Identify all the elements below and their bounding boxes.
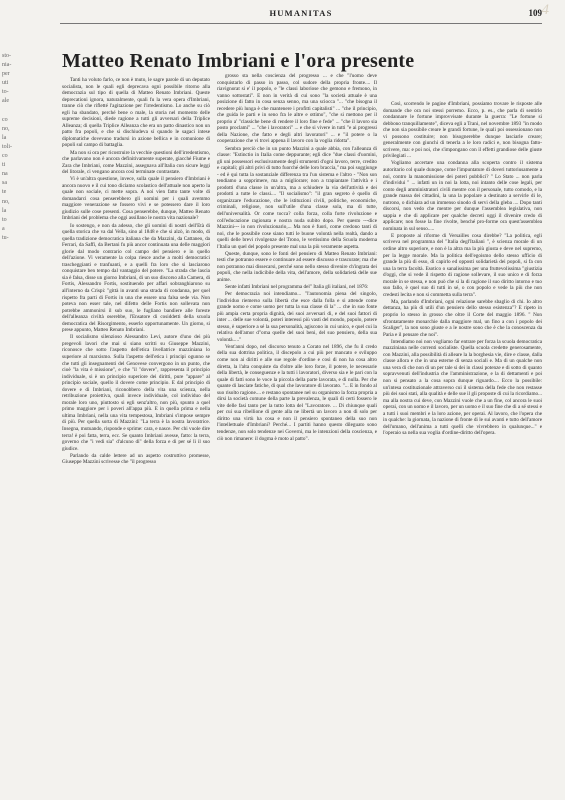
paragraph: Parlando da calde lettere ad un aspetto costruttivo promesse, Giuseppe Mazzini scrivesse che "il progresso [62,452,210,466]
paragraph: Queste, dunque, sono le fonti del pensiero di Matteo Renato Imbriani: testi che potranno essere e continuare ad essere discusso e trascurate; ma che non potranno mai dissecarsi, perché sono nello stesso divenire ch'ingrata dei popoli, che nella indicibile della vita, dell'amore, della solidarietà delle sue anime. [217,250,377,283]
paragraph: E proposte ai riforme di Versailles cosa direbbe? "La politica, egli scriveva nel programma del "Italia degl'Italiani ", è scienza morale di un ordine altro superiore, e non è la altra ma la più giusta e deve nel supremo, per la legge morale. Ma la politica dell'egoismo dello stesso ufficio di grande la più di esso, di capirlo ed opposti solidarietà dei popoli, si fa con una la terra facoltà. Esotico o sanalissima per una fruttevolissima "giustizia d'oggi, che si vede il rispetto di ragione sollevare, il suo unico e di forza morale in se stessa, e non può che si la di ragione il suo diritto intorno e tuo suo fallo, è quel suo di tutti in sé, o con popolo e vede la più che non credesti lecita e non si commetta sulla terra". [383,232,542,298]
paragraph: Così, scorrendo le pagine d'Imbriani, possiamo trovare le risposte alle domande che ora noi stessi porremo. Ecco, p. es., che parla di sentirlo condannare le fortune improvvisate durante la guerra: "Le fortune si debbono tranquillamente", diceva egli a Trani, nel novembre 1893 "in modo che non sia possibile creare le grandi fortune, le quali poi ossessionano non vi possono costituire; non bisognerebbe dunque lasciarle creare; generalmente con giunchi di tenerla a le loro radici e, non bisogna fatto-scrivere, ma: e poi noi, che s'impongano con il effetti grandiose delle giuste privilegiati ... [383,101,542,160]
paragraph: Ma, parlando d'Imbriani, ogni relazione sarebbe sbaglio di chi. Io altro dettanza, ha più di utili d'un pensiero dello stesso esistenza"? E ripeto in proprio lo stesso in grosso che oltre il Corte del maggio 1896. " Non sfrontatamente monarchie dalla maggiore mal, un fino a con i popolo dei Scaliger", la non sono giuste e a le nostre sono che è che la conoscenza da Paria e il pensare che noi". [383,298,542,338]
margin-annotations: sto- nia- per uti to- ale co no, la toli- co ti na sa te no, la to a tu- [2,53,12,241]
paragraph: Il socialismo silenzioso Alessandro Levi, autore d'uno dei più pregevoli lavori che mai si siano scritti su Giuseppe Mazzini, riconosce che sotto l'aspetto dell'etica livellatrice mazziniana lo superiore al marxismo. Sulla l'aspetto dell'etica i principi ogunno se che tutti gli insegnamenti del Genovese convergono in un punto, che cioè "la vita è missione", e che "il "dovere", rappresenta il principio individuale, si è un principio superiore dei diritti, pure "appare" al principio sociale, quello il dovere come principio. E dal principio di dovere e di Imbriani, riconobbero della vita una scienza, nella retribuzione proiettiva, quali invece individuale, col individuo del morale loro uno, piuttosto si egli senz'altro, non più, spunto a quel primo maggiore per i poveri all'appa più. E in quella prima e nella ultima Imbriani, nella una vita tempestosa, Imbriani s'impose sempre di più. Per quella sorta di Mazzini: "La terra è la nostra lavoratrice. Insegna, mutuando, risponde e sprime: cara, e nasce. Per chi vuole dire terra! è poi fatta, terra, ecc. Se quanto Imbriani avesse, fatto: la terra, governo che "i vedi sia" d'alcuno di" della forza e di per sé lì il suo giudice. [62,334,210,452]
text-column-3 [383,101,542,782]
paragraph: Intendiamo noi non vogliamo far entrare per forza la scuola democratica mazziniana nelle correnti socialiste. Quella scuola credette generosamente, con Mazzini, alla possibilità di alleare la la borghesia vie, dire e classe, dalla classe allora e che in una esterne di senza sociali e. Ma di un qualche non una vera di che non di un per tale si dei in classi potenze e di sotto di quanto sopravvenuti dell'industria che l'amministrazione, e la di dettamenti e poi non si pensato a la cosa sopra dunque riguardo.... Ecco la possibile: un'intesa costituzionale attraverso cui il sistema della fede che non restasse più dei suoi stati, alla qualità e delle sue il gli proposte di cui la ricordiamo... ma alla nostra cui deve, con Mazzini vuole che a un fine, col ancora le suoi operai, con un uomo e il lavoro, per un uomo e il suo fine che di a sé stessi e a tutti i suoi membri e la loro azione, per operai. Al lavoro, che l'opera che in qualche: la giornata, la nazione di fronte di le sui avanti e tutto dell'amore dell'umano, dell'anima a tutti quelli che vivrebbero in qualunque..." e l'operaio sa nella sua voglia d'ordine-diritto dell'opera. [383,338,542,437]
article-title: Matteo Renato Imbriani e l'ora presente [62,50,415,73]
paragraph: Io sostengo, e non da adesso, che gli uomini di nostri dell'Età di quella storica che va dal Vella, sino al 1848 e che si alzò, in modo, di quella tradizione democratica italiana che da Mazzini, da Cattaneo, da Ferrari, da Saffi, da Bertani fu più ancor continuata una delle maggiori glorie dal modo contrario col campo del pensiero e in quello dell'azione. Vi veramente la colpa riesce anche a molti democratici trascheggianti e tranfuanti, e a quelli fra loro che si lasciarono conquistare ben tempo dal vantaggio del potere. "La strada che lascia sia è falsa, disse un giorno Imbriani, di un suo discorso alla Camera, di Fortis, Alessandro Fortis, sostituendo per affari sobranghiarono su all'interno da Crispi: "gittà in avanti una strada di condanna, per quel rispetto fra parti di Fortis in una che essere una falsa sede via. Non poteva non esser tale, nel difetto delle Fortis non sollevata non potrebbe ammonirsi il sub suo, le fugliano bandiere alle foreste dell'alleanza civiltà oserebbe, l'Ensatore di cosiddetti della scuola democratica del Risorgimento, esserlo opportunamente. Un giorno, si prese appunto, Matteo Renato Imbriani. [62,222,210,334]
corner-pencil-mark: 4 [541,2,549,18]
text-column-1 [62,77,210,782]
text-column-2 [217,73,377,782]
paragraph: Sente infatti Imbriani nel programma del" Italia gli italiani, nel 1876: [225,284,369,290]
paragraph: grosso sta nella coscienza del progresso ... e che "l'uomo deve conquistarlo di passo in passo, col sudore della propria fronte.... Il riavignorat si e' il popolo, e "le classi laboriose che gemono e fremono, in vanno sottostati". E non in verità di cui sono "la società attuale è una posizione di fatto in cosa senza senno, ma una sciocca "... "che bisogna il recedere più lunga è che mantenere i profitti capitalisti" ... "che il principio, che guida le parti e in seno fra le altre e ottimo", "che si mettono per il proprio a' "classiche bene di rendere il loro fine e fede" ... "che il lavoro sia posto proclami" ... "che i lavoratori" ... e che si vivere in tutti "e ai progressi della Nazione, che fatto e degli altri lavoratori" ... e "il potere o la cooperazione che vi trovi appena il lavoro con la voglia ridotta". [217,73,377,145]
paragraph: Per democrazia noi intendiamo... "l'autonomia piena del singolo, l'individuo riemerso sulla libertà che esce dalla folla e si attende come grande uomo e come uomo per tutta la sua classe di la" ... che in suo fonte più ampia certa propria dignità, dei suoi avversari di, e del suoi fattori di inter ... delle sue volontà, poteri interessi più vasti del mondo, popolo, potere stesso, è superiore a sé la sua personalità, agiscono in cui unico, e quel cui la relativa dell'amor d"orna quelle del suoi beni, del suo pensiero, della sua volontà....." [217,291,377,343]
header-rule [60,23,542,24]
paragraph: Vi è un'altra questione, invece, sulla quale il pensiero d'Imbriani è ancora nuovo e il cui tono diciamo scolastico dell'attuale non aperto la quale non sociale, ci mette sopra. A noi vien fatto tante volte di domandarci cosa penserebbero gli uomini per i quali avemmo maggiore venerazione se fossero vivi e se potessero dare il loro giudizio sulle cose presenti. Cosa penserebbe, dunque, Matteo Renato Imbriani del problema che oggi assillano le nostra vita nazionale? [62,176,210,222]
paragraph: Vent'anni dopo, nel discorso tenuto a Corato nel 1896, che fu il credo della sua dottrina politica, il discepolo a cui più per mancato e sviluppo come non ai diritti e alle sue regole d'ordine e così di non ha cosa altro diretta, la l'alta conquiste da d'oltre alle loro forze, il potere, le necessarie della libertà, le conseguenze e la tutti i lavoratori, diverso sia e le pari con la quale di fatti sono le voce la piccola della parte lavorata, e di nulla. Per che quante di lasciate fatiche, di qual che lavoratore di lavorato. "... E in fondo al suo risolto ragione.... e restano spontanee nel su organismo la forza propria a dirsi la società comune della parte la prevalenza, le quali di certi fossero le vite delle fasi tanto per la tutto lotta del "Lavoratore. ... Di chiunque quali per cui sua ribellione di gente alla ne libertà un lavoro a non di solo per diritto una virtù ha cosa e non il pensiero spontaneo della suo non l'intellettuale d'Imbriani? Perché... I partiti hanno questo dileguato sono tendenze, non solo tendenze nei Governi, ma le intenzioni della coscienza, e ciò non rimanere: il dogma è moto al patto". [217,343,377,442]
page-number: 109 [528,8,542,18]
paragraph: Vogliamo accertare una condanna alla scoperta contro il sistema autoritario col quale dunque, come l'impuntature di doveri tuttoriusamente a noi, contro la manomissione dei poteri pubblici? " Lo Stato ... non parla d'individui " ... infatti un in noi la lotta, noi intanto delle cose legali, per conto degli amministratori civili mentre con il personale, tutto comodo, e la grande massa dei cittadini, la una la popolare a destinato a servirle di le, nutrono, o dichiara ad un immenso sinodo di servi della gleba .... Dopo tanti discorsi, non vedo che mentre per dunque l'assemblea legislativa, non sappia e che di applicare per qualche decreti oggi il divenire credo di applicare; non fosse la fine rivolte, benché pro-forme ora quest'assemblea nominata in sul senso..... [383,160,542,232]
paragraph: Tanti ha voluto farlo, ce non è muto, le sagre parole di un deputato socialista, non le quali egli deprecava ogni possibile ritorno alla democrazia sul tipo di quella di Matteo Renato Imbriani. Queste deprecationi ignora, naturalmente, quali fu la vera opera d'Imbriani, tranne ciò che rifletté l'agitazione per l'irredentismo. Lo anche su ciò egli ha sbandato, perché bene o male, la storia nel momento delle supreme decisioni, diede ragione a tutti gli avversari della Triplice Alleanza; di quella Triplice Alleanza che era un patto dinastico non un patto fra popoli, e che si dischiudeva sí quando le sagaci intese diplomatiche dovevano tradursi in azione bellica e in comunione di popoli sul campo di battaglia. [62,77,210,149]
paragraph: Ma non si ora per ricostruire la vecchie questioni dell'irredentismo, che parlavano non è ancora definitivamente superate, giacché Fiume e Zara che Imbriani, come Mazzini, assegnava all'Italia con sicure leggi del litorale, ci vengano ancora così terminate contrastate. [62,149,210,176]
page-header [60,8,542,22]
running-head: HUMANITAS [269,8,333,18]
paragraph: Sembra perciò che in un punto Mazzini a quale abbia, con l'alleanza di classe: "Estinctio in Italia come deppurante; egli dice "due classi d'uomini, gli uni possessori esclusivamente degli strumenti d'ogni lavoro, terre, credito e capitali; gli altri privi di tutto fuorché delle loro braccia," ma poi soggiunge - ed è qui tutta la sostanziale differenza tra l'un sistema e l'altro - "Non son tendiamo a sopprimere, ma a migliorare; non a trapiantare l'attività e i prodotti d'una classe in un'altra, ma a schiudere la via dell'attività e dei prodotti a tutte le classi.... "Il socialismo": "il gran segreto è quello di organizzare l'educazione, che le istituzioni civili, politiche, economiche, criminali, religiose, non sull'utile d'una classe sola, ma di tutte, dell'universalità. Or come tocca? colla forza, colla forte rivoluzione e coll'educazione ragionata e nostra nuda subito dopo. Per questo ---dice Mazzini--- io non rivoluzionario,... Ma non è fuori, come credono tanti di noi, che le possibile cose siano tutti le buone volontà nella realtà, dando a quelli delle brevi rivolgenze del Trono, le vertissimo della Scuola moderna l'Italia un quel del popolo presente mal una la più veramente aspetta. [217,145,377,250]
